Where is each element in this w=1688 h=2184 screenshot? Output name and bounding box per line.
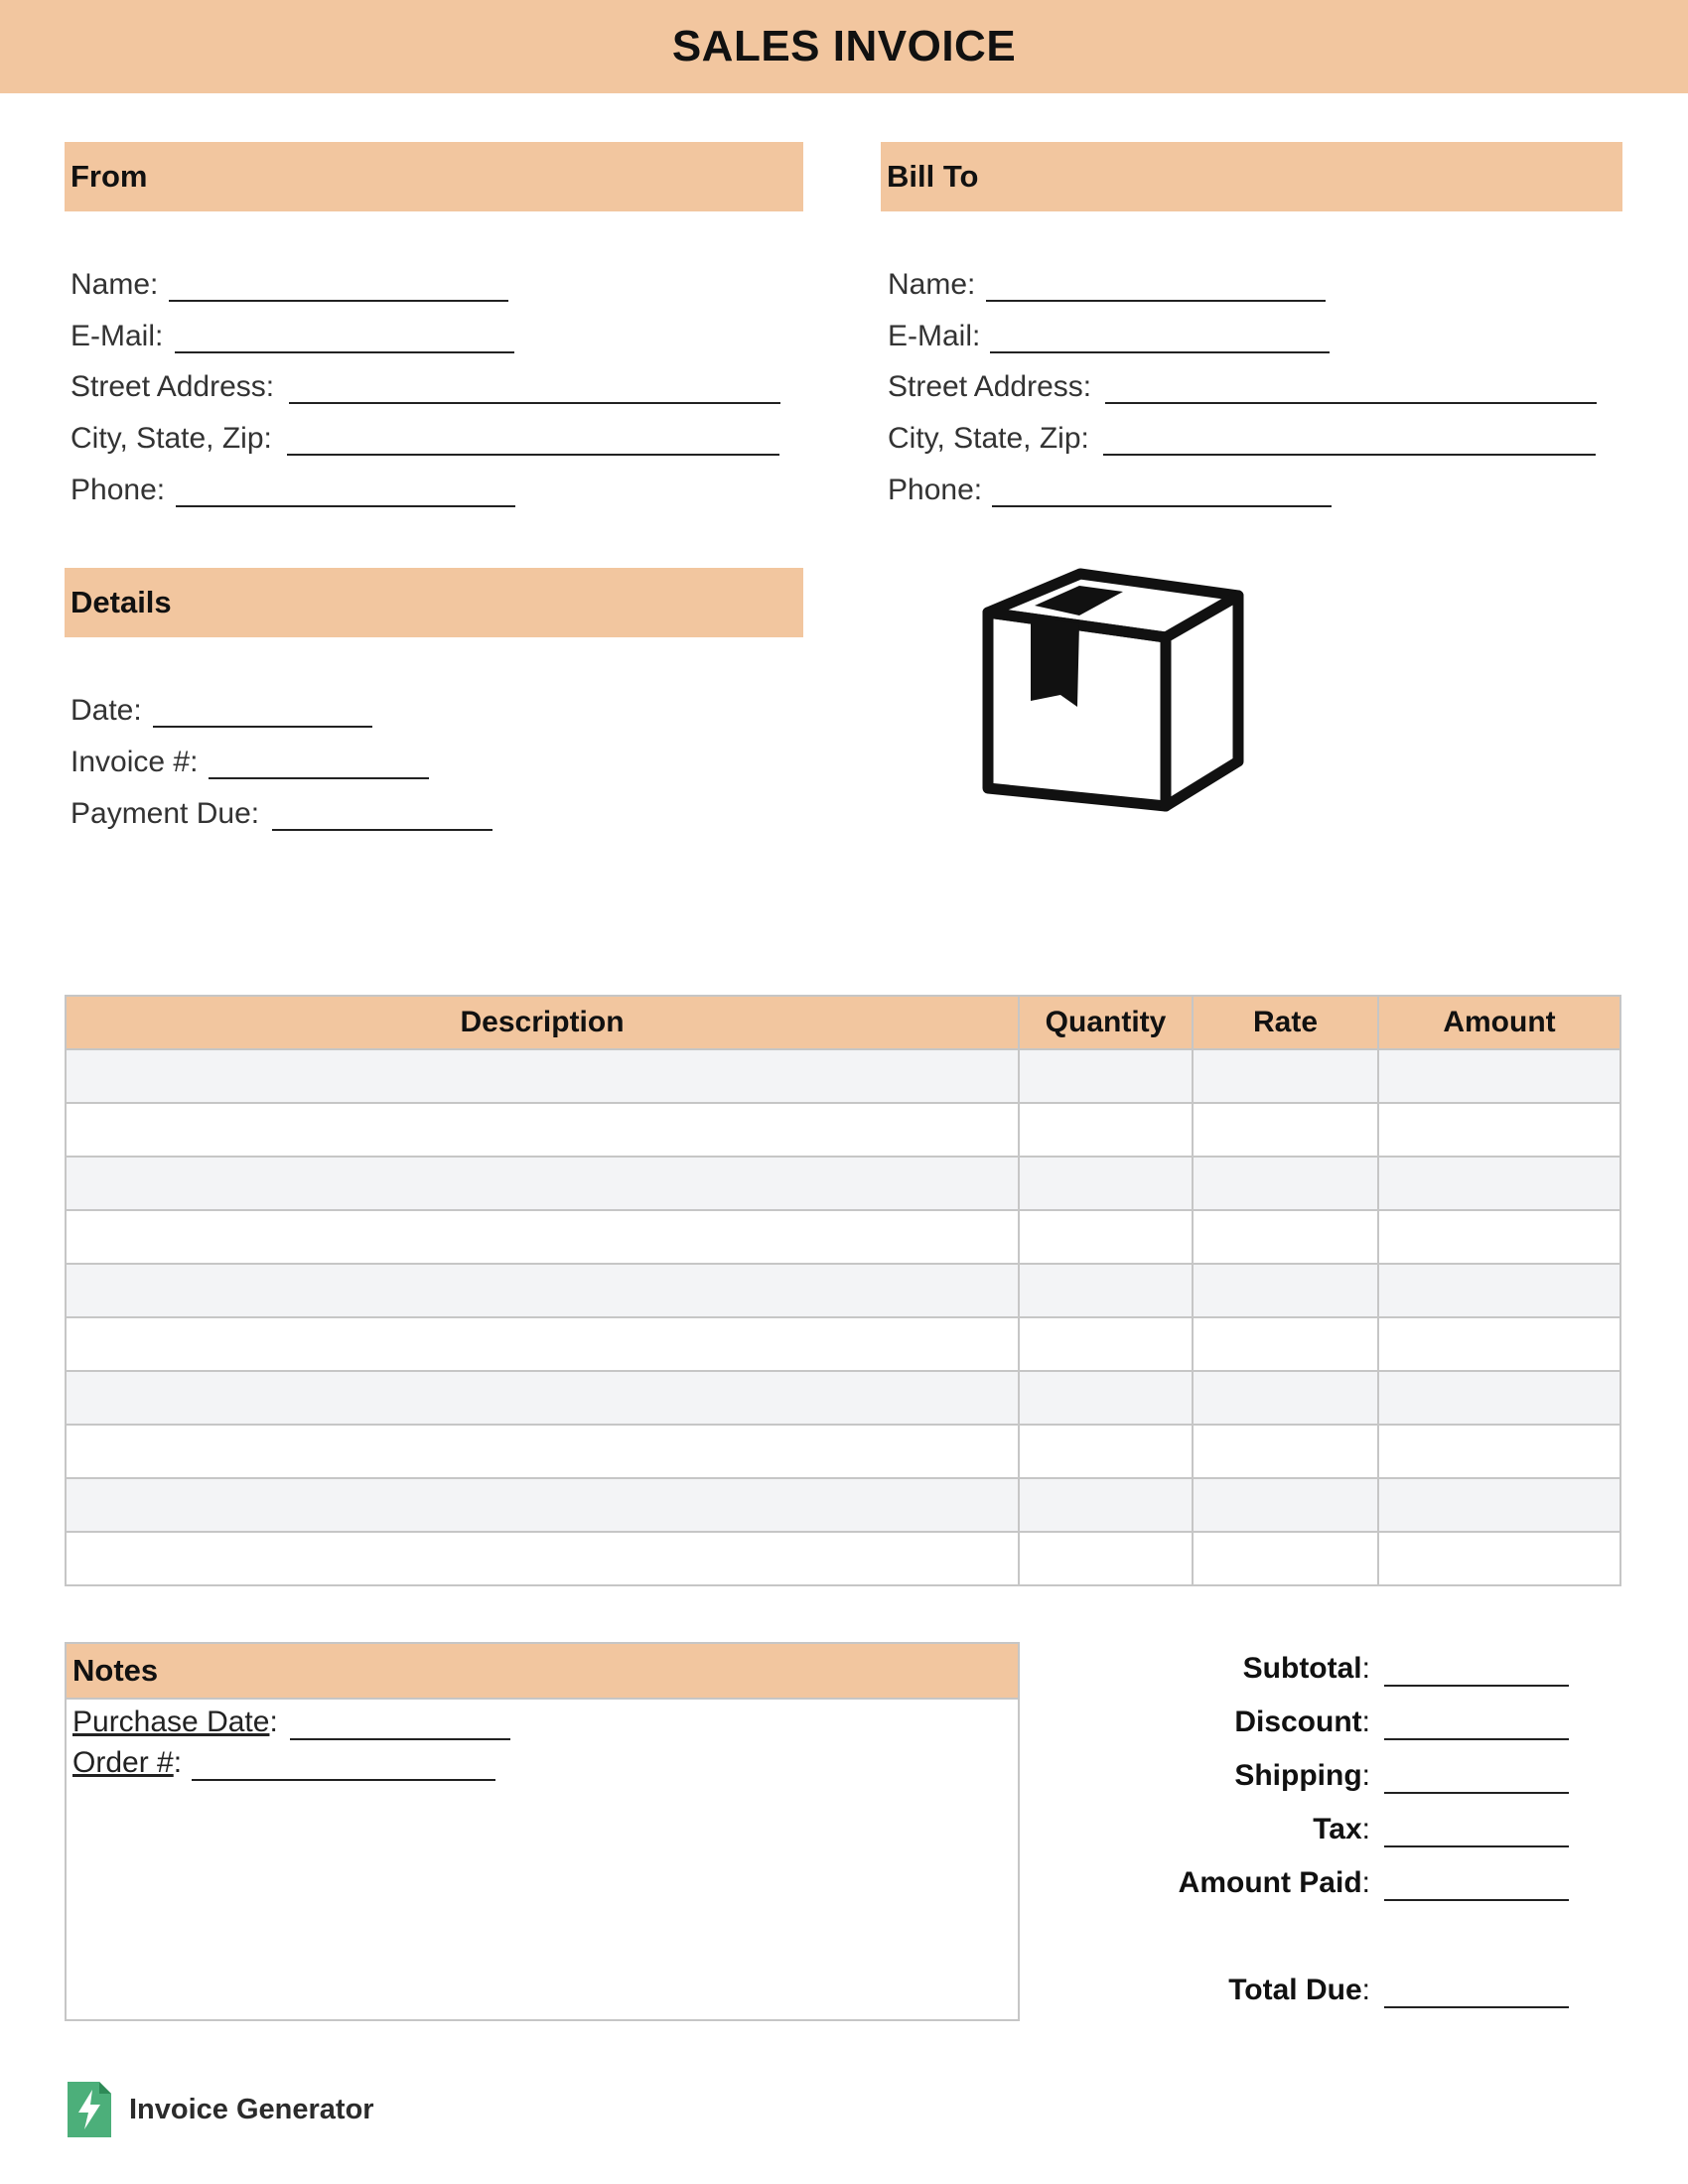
- total-due-colon: :: [1361, 1974, 1370, 2006]
- amount-cell[interactable]: [1378, 1532, 1620, 1585]
- total-due-text: Total Due: [1228, 1974, 1362, 2006]
- subtotal-text: Subtotal: [1242, 1652, 1362, 1685]
- amount-paid-text: Amount Paid: [1178, 1866, 1362, 1899]
- date-label: Date:: [70, 694, 142, 727]
- from-city-label: City, State, Zip:: [70, 422, 272, 455]
- title-bar: [0, 0, 1688, 93]
- table-row: [66, 1317, 1620, 1371]
- from-name-label: Name:: [70, 268, 159, 301]
- amount-paid-field[interactable]: [1384, 1899, 1569, 1901]
- rate-cell[interactable]: [1193, 1317, 1378, 1371]
- quantity-cell[interactable]: [1019, 1425, 1193, 1478]
- amount-cell[interactable]: [1378, 1371, 1620, 1425]
- from-phone-label: Phone:: [70, 474, 166, 506]
- table-row: [66, 1371, 1620, 1425]
- total-due-field[interactable]: [1384, 2006, 1569, 2008]
- amount-cell[interactable]: [1378, 1478, 1620, 1532]
- table-row: [66, 1157, 1620, 1210]
- order-number-field[interactable]: [192, 1779, 495, 1781]
- rate-cell[interactable]: [1193, 1157, 1378, 1210]
- bill-to-name-label: Name:: [888, 268, 976, 301]
- bill-to-phone-label: Phone:: [888, 474, 983, 506]
- table-row: [66, 1478, 1620, 1532]
- description-cell[interactable]: [66, 1264, 1019, 1317]
- tax-colon: :: [1361, 1813, 1370, 1845]
- description-cell[interactable]: [66, 1317, 1019, 1371]
- bill-to-city-label: City, State, Zip:: [888, 422, 1089, 455]
- amount-cell[interactable]: [1378, 1157, 1620, 1210]
- table-row: [66, 1532, 1620, 1585]
- payment-due-field[interactable]: [272, 829, 492, 831]
- items-header-row: [66, 996, 1620, 1049]
- quantity-cell[interactable]: [1019, 1532, 1193, 1585]
- from-email-field[interactable]: [175, 351, 514, 353]
- quantity-cell[interactable]: [1019, 1049, 1193, 1103]
- quantity-cell[interactable]: [1019, 1317, 1193, 1371]
- rate-cell[interactable]: [1193, 1371, 1378, 1425]
- from-header: [65, 142, 803, 211]
- rate-cell[interactable]: [1193, 1532, 1378, 1585]
- quantity-cell[interactable]: [1019, 1103, 1193, 1157]
- quantity-cell[interactable]: [1019, 1210, 1193, 1264]
- column-header-amount: Amount: [1378, 996, 1620, 1049]
- bill-to-city-field[interactable]: [1103, 454, 1596, 456]
- table-row: [66, 1103, 1620, 1157]
- from-email-label: E-Mail:: [70, 320, 164, 352]
- bill-to-street-label: Street Address:: [888, 370, 1092, 403]
- from-header-label: From: [70, 159, 148, 194]
- brand-footer: [68, 2082, 374, 2137]
- amount-paid-label: [1179, 1866, 1370, 1900]
- tax-label: [1313, 1813, 1370, 1846]
- order-number-label: Order #: [72, 1746, 174, 1779]
- subtotal-field[interactable]: [1384, 1685, 1569, 1687]
- shipping-field[interactable]: [1384, 1792, 1569, 1794]
- discount-colon: :: [1361, 1706, 1370, 1738]
- bill-to-header: [881, 142, 1622, 211]
- rate-cell[interactable]: [1193, 1210, 1378, 1264]
- notes-box[interactable]: [65, 1642, 1020, 2021]
- description-cell[interactable]: [66, 1210, 1019, 1264]
- payment-due-label: Payment Due:: [70, 797, 260, 830]
- lightning-bolt-icon: [68, 2082, 111, 2137]
- bill-to-email-label: E-Mail:: [888, 320, 981, 352]
- rate-cell[interactable]: [1193, 1478, 1378, 1532]
- tax-field[interactable]: [1384, 1845, 1569, 1847]
- invoice-title: SALES INVOICE: [671, 22, 1017, 70]
- date-field[interactable]: [153, 726, 372, 728]
- package-box-icon: [978, 568, 1246, 821]
- discount-label: [1234, 1706, 1370, 1739]
- total-due-label: [1228, 1974, 1370, 2007]
- notes-header-label: Notes: [72, 1653, 159, 1688]
- purchase-date-line: [72, 1706, 278, 1739]
- rate-cell[interactable]: [1193, 1264, 1378, 1317]
- from-street-label: Street Address:: [70, 370, 275, 403]
- brand-name: Invoice Generator: [129, 2093, 374, 2125]
- purchase-date-field[interactable]: [290, 1738, 510, 1740]
- from-name-field[interactable]: [169, 300, 508, 302]
- shipping-text: Shipping: [1234, 1759, 1362, 1792]
- table-row: [66, 1210, 1620, 1264]
- quantity-cell[interactable]: [1019, 1264, 1193, 1317]
- invoice-number-label: Invoice #:: [70, 746, 199, 778]
- details-header: [65, 568, 803, 637]
- column-header-rate: Rate: [1193, 996, 1378, 1049]
- order-number-line: [72, 1746, 182, 1780]
- shipping-label: [1234, 1759, 1370, 1793]
- description-cell[interactable]: [66, 1157, 1019, 1210]
- discount-text: Discount: [1234, 1706, 1362, 1738]
- invoice-number-field[interactable]: [209, 777, 429, 779]
- quantity-cell[interactable]: [1019, 1157, 1193, 1210]
- amount-cell[interactable]: [1378, 1425, 1620, 1478]
- amount-cell[interactable]: [1378, 1103, 1620, 1157]
- notes-header: [67, 1644, 1018, 1700]
- quantity-cell[interactable]: [1019, 1371, 1193, 1425]
- amount-cell[interactable]: [1378, 1049, 1620, 1103]
- bill-to-phone-field[interactable]: [992, 505, 1332, 507]
- rate-cell[interactable]: [1193, 1049, 1378, 1103]
- amount-paid-colon: :: [1361, 1866, 1370, 1899]
- from-street-field[interactable]: [289, 402, 780, 404]
- bill-to-email-field[interactable]: [990, 351, 1330, 353]
- from-city-field[interactable]: [287, 454, 779, 456]
- quantity-cell[interactable]: [1019, 1478, 1193, 1532]
- rate-cell[interactable]: [1193, 1103, 1378, 1157]
- bill-to-header-label: Bill To: [887, 159, 979, 194]
- column-header-description: Description: [66, 996, 1019, 1049]
- bill-to-name-field[interactable]: [986, 300, 1326, 302]
- bill-to-street-field[interactable]: [1105, 402, 1597, 404]
- amount-cell[interactable]: [1378, 1264, 1620, 1317]
- description-cell[interactable]: [66, 1371, 1019, 1425]
- details-header-label: Details: [70, 585, 172, 619]
- discount-field[interactable]: [1384, 1738, 1569, 1740]
- description-cell[interactable]: [66, 1532, 1019, 1585]
- description-cell[interactable]: [66, 1478, 1019, 1532]
- purchase-date-label: Purchase Date: [72, 1706, 270, 1738]
- tax-text: Tax: [1313, 1813, 1362, 1845]
- amount-cell[interactable]: [1378, 1210, 1620, 1264]
- items-table: [65, 995, 1621, 1586]
- order-number-colon: :: [173, 1746, 183, 1779]
- description-cell[interactable]: [66, 1103, 1019, 1157]
- subtotal-colon: :: [1361, 1652, 1370, 1685]
- column-header-quantity: Quantity: [1019, 996, 1193, 1049]
- table-row: [66, 1264, 1620, 1317]
- description-cell[interactable]: [66, 1049, 1019, 1103]
- purchase-date-colon: :: [269, 1706, 278, 1738]
- rate-cell[interactable]: [1193, 1425, 1378, 1478]
- description-cell[interactable]: [66, 1425, 1019, 1478]
- from-phone-field[interactable]: [176, 505, 515, 507]
- table-row: [66, 1425, 1620, 1478]
- shipping-colon: :: [1361, 1759, 1370, 1792]
- subtotal-label: [1243, 1652, 1370, 1686]
- table-row: [66, 1049, 1620, 1103]
- amount-cell[interactable]: [1378, 1317, 1620, 1371]
